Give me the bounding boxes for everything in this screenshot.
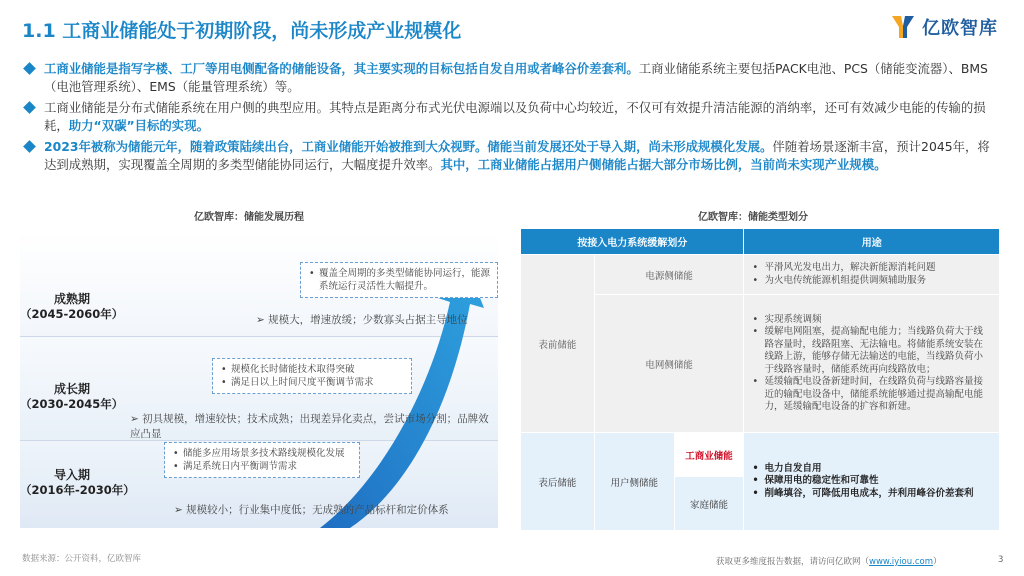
front-of-meter-label: 表前储能 [521, 255, 595, 433]
use-item: • 电力自发自用 [752, 463, 991, 476]
bullet-text: 工商业储能是分布式储能系统在用户侧的典型应用。其特点是距离分布式光伏电源端以及负荷中心均较近，不仅可有效提升清洁能源的消纳率，还可有效减少电能的传输的损耗， [44, 100, 986, 133]
use-item: • 为火电传统能源机组提供调频辅助服务 [752, 275, 991, 288]
diamond-bullet-icon [23, 62, 36, 75]
use-item: • 缓解电网阻塞，提高输配电能力；当线路负荷大于线路容量时，线路阻塞、无法输电。将储能系统安装在线路上游，能够存储无法输送的电能，当线路负荷小于线路容量时，储能系统再向线路放电； [752, 326, 991, 376]
box-item: • 覆盖全周期的多类型储能协同运行，能源系统运行灵活性大幅提升。 [309, 267, 491, 293]
ci-storage-label: 工商业储能 [674, 433, 744, 477]
bullet-text: 工商业储能系统主要包括PACK电池、PCS（储能变流器）、BMS（电池管理系统）、EMS（能量管理系统）等。 [44, 61, 988, 94]
bullet-bold: 2023年被称为储能元年，随着政策陆续出台，工商业储能开始被推到大众视野。储能当前发展还处于导入期，尚未形成规模化发展。 [44, 139, 773, 154]
footer-promo [716, 555, 942, 567]
stage-intro-desc: ➢ 规模较小；行业集中度低；无成熟的产品标杆和定价体系 [174, 504, 449, 516]
bullet-item [22, 60, 1002, 95]
bullet-item [22, 99, 1002, 134]
logo [890, 14, 998, 40]
grid-side-label: 电网侧储能 [594, 295, 744, 433]
stage-intro-box [164, 442, 360, 478]
stage-growth-years: （2030-2045年） [20, 397, 124, 411]
diamond-bullet-icon [23, 140, 36, 153]
bullet-list [22, 60, 1002, 177]
stage-mature-name: 成熟期 [54, 292, 91, 306]
table-title: 亿欧智库：储能类型划分 [698, 212, 808, 223]
storage-type-table [520, 228, 1000, 531]
behind-meter-label: 表后储能 [521, 433, 595, 531]
stage-intro-name: 导入期 [54, 468, 91, 482]
box-item: • 储能多应用场景多技术路线规模化发展 [173, 447, 353, 460]
data-source: 数据来源：公开资料，亿欧智库 [22, 554, 142, 564]
box-item: • 满足系统日内平衡调节需求 [173, 460, 353, 473]
bullet-bold: 其中，工商业储能占据用户侧储能占据大部分市场比例，当前尚未实现产业规模。 [440, 156, 887, 172]
use-item: • 平滑风光发电出力，解决新能源消耗问题 [752, 262, 991, 275]
footer-text-end: ） [933, 557, 942, 567]
bullet-bold: 工商业储能是指写字楼、工厂等用电侧配备的储能设备，其主要实现的目标包括自发自用或者峰谷价差套利。 [44, 61, 639, 76]
power-source-uses [744, 255, 1000, 295]
stage-growth-name: 成长期 [54, 382, 91, 396]
stage-mature-desc: ➢ 规模大，增速放缓；少数寡头占据主导地位 [256, 314, 468, 326]
use-item: • 削峰填谷，可降低用电成本，并利用峰谷价差套利 [752, 488, 991, 501]
logo-text: 亿欧智库 [922, 18, 998, 39]
stage-growth-desc: ➢ 初具规模，增速较快；技术成熟；出现差异化卖点，尝试市场分割；品牌效应凸显 [130, 413, 489, 440]
yiou-logo-icon [890, 14, 916, 40]
stage-mature-years: （2045-2060年） [20, 307, 124, 321]
user-side-label: 用户侧储能 [594, 433, 674, 531]
use-item: • 保障用电的稳定性和可靠性 [752, 475, 991, 488]
user-side-uses [744, 433, 1000, 531]
timeline-title: 亿欧智库：储能发展历程 [194, 212, 304, 223]
table-header-use: 用途 [744, 229, 1000, 255]
use-item: • 延缓输配电设备新建时间，在线路负荷与线路容量接近的输配电设备中，储能系统能够通过提高输配电能力，延缓输配电设备的扩容和新建。 [752, 376, 991, 414]
grid-side-uses [744, 295, 1000, 433]
website-link[interactable]: www.iyiou.com [869, 557, 933, 567]
page-number: 3 [998, 555, 1004, 565]
development-timeline [20, 232, 498, 528]
footer-text: 获取更多维度报告数据，请访问亿欧网（ [716, 557, 870, 567]
home-storage-label: 家庭储能 [674, 477, 744, 531]
bullet-item [22, 138, 1002, 173]
table-header-classification: 按接入电力系统缓解划分 [521, 229, 744, 255]
bullet-bold: 助力“双碳”目标的实现。 [68, 117, 209, 133]
use-item: • 实现系统调频 [752, 314, 991, 327]
diamond-bullet-icon [23, 101, 36, 114]
power-source-label: 电源侧储能 [594, 255, 744, 295]
stage-mature-box [300, 262, 498, 298]
box-item: • 满足日以上时间尺度平衡调节需求 [221, 376, 405, 389]
stage-intro-years: （2016年-2030年） [20, 483, 135, 497]
box-item: • 规模化长时储能技术取得突破 [221, 363, 405, 376]
bullet-text: 伴随着场景逐渐丰富，预计2045年，将达到成熟期，实现覆盖全周期的多类型储能协同运行，大幅度提升效率。 [44, 139, 990, 172]
stage-growth-box [212, 358, 412, 394]
page-title: 1.1 工商业储能处于初期阶段，尚未形成产业规模化 [22, 20, 462, 42]
